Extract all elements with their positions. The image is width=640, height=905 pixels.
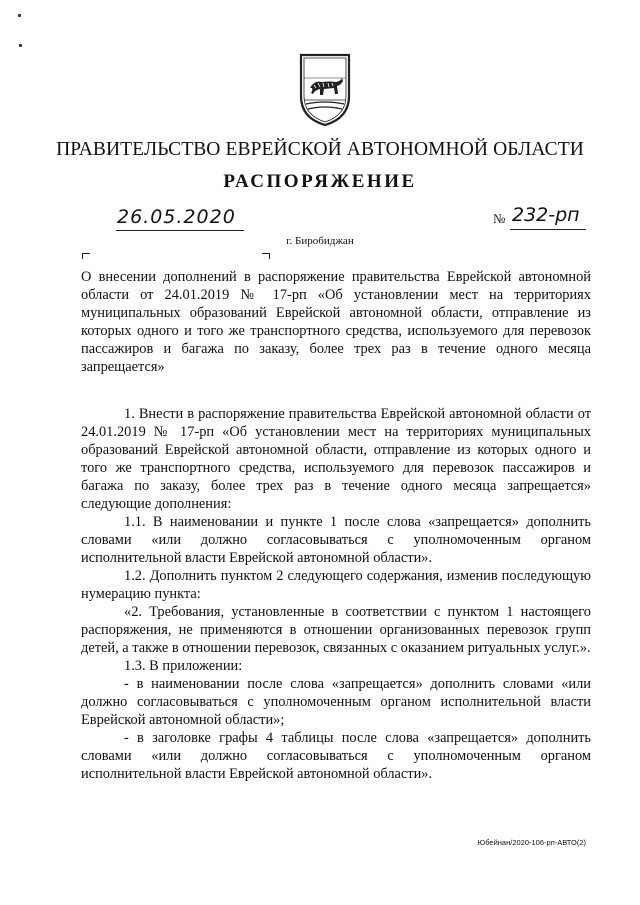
document-subject: О внесении дополнений в распоряжение правительства Еврейской автономной области от 24.01.2019 № 17-рп «Об установлении мест на территориях муниципальных образований Еврейской автономной области, отправление из которых одного и того же транспортного средства, используемого для перевозок пассажиров и багажа по заказу, более трех раз в течение одного месяца запрещается» — [81, 269, 591, 375]
city-name: г. Биробиджан — [286, 235, 354, 247]
paragraph-1-2-quote: «2. Требования, установленные в соответствии с пунктом 1 настоящего распоряжения, не применяются в отношении организованных перевозок групп детей, а также в отношении перевозок, связанных с оказанием ритуальных услуг.». — [81, 604, 591, 656]
document-date: 26.05.2020 — [117, 206, 236, 228]
number-underline — [510, 229, 586, 230]
subject-corner-left — [82, 253, 90, 259]
paragraph-1: 1. Внести в распоряжение правительства Еврейской автономной области от 24.01.2019 № 17-рп «Об установлении мест на территориях муниципальных образований Еврейской автономной области, отправление из которых одного и того же транспортного средства, используемого для перевозок пассажиров и багажа по заказу, более трех раз в течение одного месяца запрещается» следующие дополнения: — [81, 406, 591, 512]
paragraph-1-3: 1.3. В приложении: — [124, 658, 243, 674]
scan-mark — [19, 44, 22, 47]
paragraph-1-3-item-b: - в заголовке графы 4 таблицы после слова «запрещается» дополнить словами «или должно согласовываться с уполномоченным органом исполнительной власти Еврейской автономной области». — [81, 730, 591, 782]
footer-code: Юбейнан/2020-106-рп-АВТО(2) — [477, 838, 586, 847]
scan-mark — [18, 14, 21, 17]
subject-corner-right — [262, 253, 270, 259]
coat-of-arms-icon — [298, 52, 352, 128]
paragraph-1-2: 1.2. Дополнить пунктом 2 следующего содержания, изменив последующую нумерацию пункта: — [81, 568, 591, 602]
paragraph-1-1: 1.1. В наименовании и пункте 1 после слова «запрещается» дополнить словами «или должно согласовываться с уполномоченным органом исполнительной власти Еврейской автономной области». — [81, 514, 591, 566]
document-number: 232-рп — [512, 204, 580, 226]
number-label: № — [493, 211, 506, 226]
paragraph-1-3-item-a: - в наименовании после слова «запрещается» дополнить словами «или должно согласовываться с уполномоченным органом исполнительной власти Еврейской автономной области»; — [81, 676, 591, 728]
date-underline — [116, 230, 244, 231]
document-body — [81, 405, 591, 783]
government-title: ПРАВИТЕЛЬСТВО ЕВРЕЙСКОЙ АВТОНОМНОЙ ОБЛАСТИ — [56, 139, 584, 160]
document-type-title: РАСПОРЯЖЕНИЕ — [223, 171, 417, 192]
